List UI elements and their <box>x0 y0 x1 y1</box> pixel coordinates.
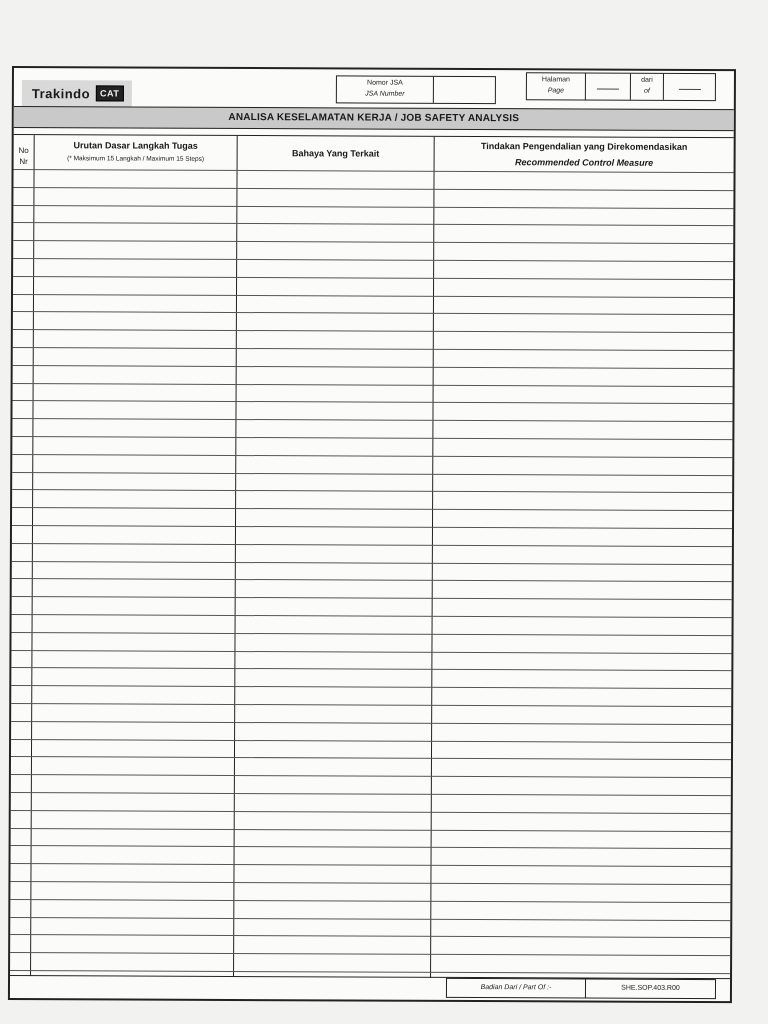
table-row-line <box>11 756 731 760</box>
table-row-line <box>10 881 730 885</box>
part-of-label: Badian Dari / Part Of :- <box>447 979 586 998</box>
of-label-id: dari <box>641 76 653 84</box>
table-row-line <box>11 739 731 743</box>
table-row-line <box>13 276 733 280</box>
table-row-line <box>11 685 731 689</box>
table-row-line <box>11 650 731 654</box>
table-row-line <box>10 952 730 956</box>
table-row-line <box>11 828 731 832</box>
table-row-line <box>11 774 731 778</box>
col-steps-title: Urutan Dasar Langkah Tugas <box>73 140 198 151</box>
table-row-line <box>10 970 730 974</box>
table-row-line <box>13 294 733 298</box>
page-label-id: Halaman <box>541 76 570 84</box>
table-row-line <box>12 525 732 529</box>
form-title: ANALISA KESELAMATAN KERJA / JOB SAFETY ANALYSIS <box>14 106 734 131</box>
table-row-line <box>12 418 732 422</box>
table-row-line <box>12 578 732 582</box>
footer-box <box>446 978 716 999</box>
table-row-line <box>12 561 732 565</box>
col-steps-note: (* Maksimum 15 Langkah / Maximum 15 Steps) <box>67 155 205 163</box>
logo-text: Trakindo <box>31 85 91 101</box>
col-no-label-2: Nr <box>19 157 28 167</box>
table-rows <box>10 169 734 979</box>
jsa-label-id: Nomor JSA <box>367 79 403 87</box>
table-row-line <box>11 703 731 707</box>
table-row-line <box>13 205 733 209</box>
table-row-line <box>11 863 731 867</box>
page-label <box>527 73 586 99</box>
table-row-line <box>12 489 732 493</box>
jsa-number-box <box>336 75 496 104</box>
of-label <box>631 74 664 100</box>
form-header <box>14 68 734 109</box>
table-row-line <box>11 667 731 671</box>
form-footer <box>10 975 730 1001</box>
table-row-line <box>12 507 732 511</box>
table-row-line <box>13 187 733 191</box>
page-label-en: Page <box>547 87 565 95</box>
col-steps-header <box>35 135 237 173</box>
cat-badge: CAT <box>96 85 123 101</box>
jsa-table <box>10 134 734 979</box>
table-row-line <box>10 934 730 938</box>
table-row-line <box>13 365 733 369</box>
table-row-line <box>13 329 733 333</box>
col-control-header <box>435 137 734 173</box>
table-row-line <box>13 383 733 387</box>
table-row-line <box>11 845 731 849</box>
jsa-form-sheet <box>8 66 736 1003</box>
col-hazard-header: Bahaya Yang Terkait <box>291 148 380 159</box>
table-row-line <box>13 222 733 226</box>
table-row-line <box>12 454 732 458</box>
trakindo-logo <box>22 80 132 106</box>
table-row-line <box>13 311 733 315</box>
table-row-line <box>12 472 732 476</box>
of-label-en: of <box>643 87 650 95</box>
jsa-label-en: JSA Number <box>365 90 405 98</box>
doc-code: SHE.SOP.403.R00 <box>621 984 680 992</box>
table-row-line <box>10 899 730 903</box>
table-row-line <box>12 632 732 636</box>
page-total-field[interactable] <box>664 74 715 100</box>
table-row-line <box>13 347 733 351</box>
table-row-line <box>12 596 732 600</box>
page-number-box <box>526 72 716 101</box>
jsa-number-label <box>337 76 434 102</box>
jsa-number-field[interactable] <box>434 77 495 103</box>
table-row-line <box>10 917 730 921</box>
table-row-line <box>13 400 733 404</box>
page-number-field[interactable] <box>586 74 631 100</box>
col-no-label-1: No <box>18 146 29 156</box>
table-row-line <box>12 436 732 440</box>
col-control-title-en: Recommended Control Measure <box>515 157 654 168</box>
table-row-line <box>12 614 732 618</box>
table-row-line <box>13 240 733 244</box>
table-row-line <box>13 258 733 262</box>
col-control-title: Tindakan Pengendalian yang Direkomendasikan <box>480 141 688 152</box>
table-row-line <box>12 543 732 547</box>
table-row-line <box>11 721 731 725</box>
table-row-line <box>11 810 731 814</box>
table-row-line <box>11 792 731 796</box>
